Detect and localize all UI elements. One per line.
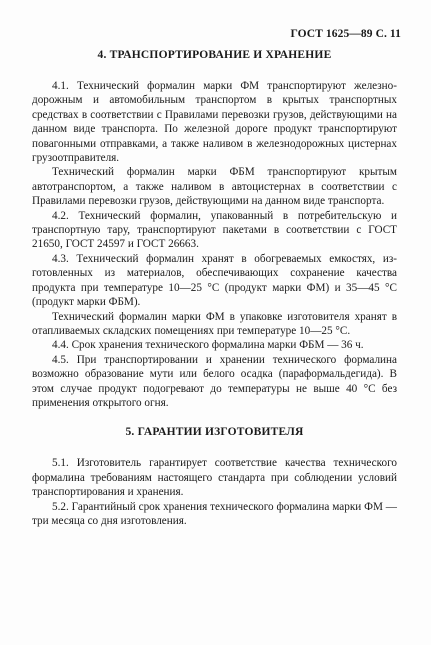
page-header: ГОСТ 1625—89 С. 11: [290, 28, 401, 40]
paragraph-4-1: 4.1. Технический формалин марки ФМ транспортируют железнодорожным и автомобильным транспортом в крытых транспортных средствах в соответствии с Правилами перевозки грузов, действующими на данном виде транспорта. По железной дороге продукт транспортируют повагонными отправками, а также наливом в железнодорожных цистернах грузоотправителя.: [32, 80, 397, 165]
section-5-title: 5. ГАРАНТИИ ИЗГОТОВИТЕЛЯ: [125, 426, 304, 439]
section-4-title: 4. ТРАНСПОРТИРОВАНИЕ И ХРАНЕНИЕ: [97, 49, 332, 61]
paragraph-4-5: 4.5. При транспортировании и хранении технического формалина возможно образование мути или белого осадка (параформальдегида). В этом случае продукт подогревают до температуры не выше 40 °С без применения открытого огня.: [32, 353, 397, 409]
page-content: [32, 49, 397, 528]
paragraph-4-4: 4.4. Срок хранения технического формалина марки ФБМ — 36 ч.: [52, 339, 364, 352]
paragraph-4-3-fm: Технический формалин марки ФМ в упаковке изготовителя хранят в отапливаемых складских помещениях при температуре 10—25 °С.: [32, 310, 397, 337]
paragraph-5-1: 5.1. Изготовитель гарантирует соответствие качества технического формалина требованиям настоящего стандарта при соблюдении условий транспортирования и хранения.: [32, 457, 397, 499]
section-spacer: [32, 410, 397, 426]
paragraph-4-2: 4.2. Технический формалин, упакованный в потребительскую и транспортную тару, транспортируют пакетами в соответствии с ГОСТ 21650, ГОСТ 24597 и ГОСТ 26663.: [32, 209, 397, 251]
paragraph-5-2: 5.2. Гарантийный срок хранения технического формалина марки ФМ — три месяца со дня изготовления.: [32, 500, 397, 527]
paragraph-4-3: 4.3. Технический формалин хранят в обогреваемых емкостях, изготовленных из материалов, обеспечивающих сохранение качества продукта при температуре 10—25 °С (продукт марки ФМ) и 35—45 °С (продукт марки ФБМ).: [32, 252, 397, 309]
paragraph-4-1-fbm: Технический формалин марки ФБМ транспортируют крытым автотранспортом, а также наливом в автоцистернах в соответствии с Правилами перевозки грузов, действующими на данном виде транспорта.: [32, 166, 397, 208]
